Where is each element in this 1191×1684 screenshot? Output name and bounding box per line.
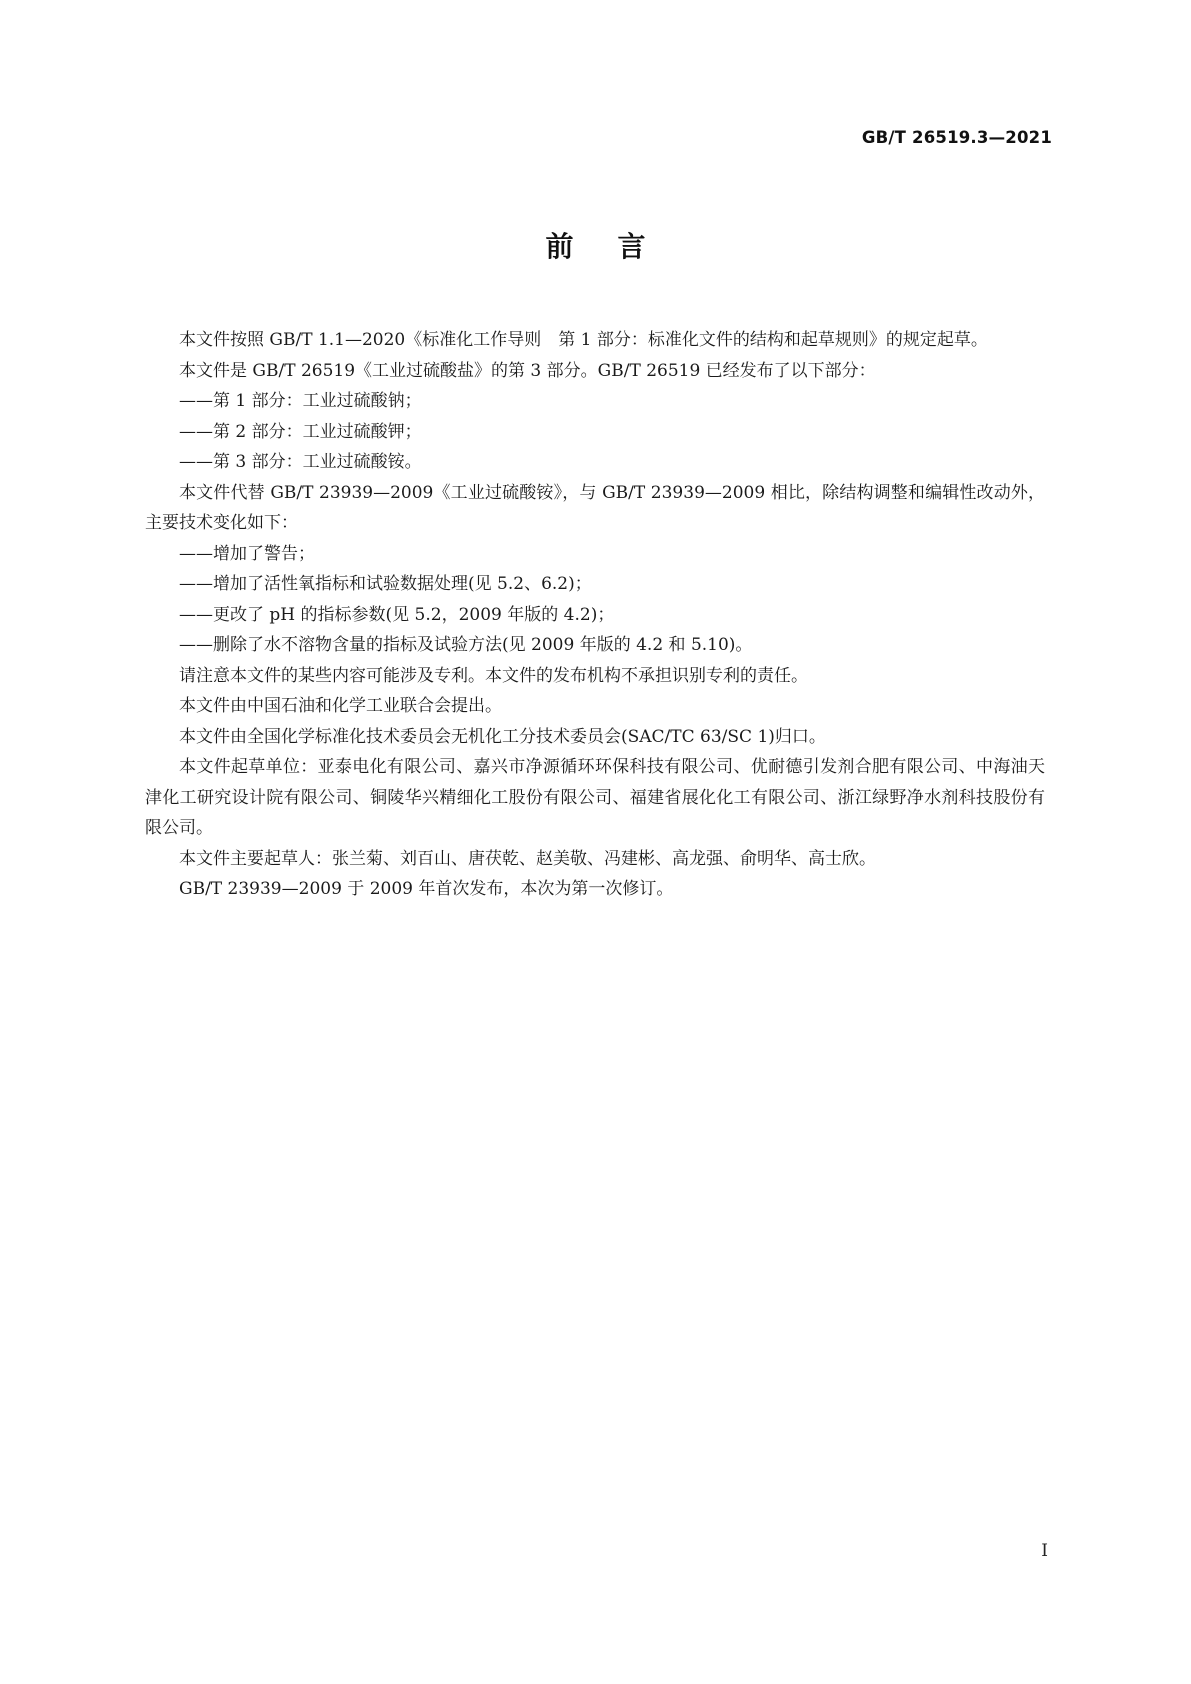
paragraph-replacement: 本文件代替 GB/T 23939—2009《工业过硫酸铵》，与 GB/T 23939—2009 相比，除结构调整和编辑性改动外，主要技术变化如下： [145, 482, 1045, 533]
list-item-change-active-oxygen: ——增加了活性氧指标和试验数据处理(见 5.2、6.2)； [179, 574, 592, 594]
paragraph-drafters: 本文件主要起草人：张兰菊、刘百山、唐茯乾、赵美敬、冯建彬、高龙强、俞明华、高士欣。 [179, 848, 876, 869]
list-item-change-insoluble: ——删除了水不溶物含量的指标及试验方法(见 2009 年版的 4.2 和 5.10)。 [179, 635, 753, 655]
paragraph-proposer: 本文件由中国石油和化学工业联合会提出。 [179, 696, 502, 716]
list-item-part-1: ——第 1 部分：工业过硫酸钠； [179, 391, 422, 411]
list-item-part-2: ——第 2 部分：工业过硫酸钾； [179, 421, 422, 442]
standard-code: GB/T 26519.3—2021 [861, 128, 1052, 147]
list-item-change-warning: ——增加了警告； [179, 543, 315, 564]
page-title: 前言 [545, 230, 690, 263]
list-item-change-ph: ——更改了 pH 的指标参数(见 5.2，2009 年版的 4.2)； [179, 604, 615, 625]
paragraph-patent-notice: 请注意本文件的某些内容可能涉及专利。本文件的发布机构不承担识别专利的责任。 [179, 665, 808, 686]
paragraph-history: GB/T 23939—2009 于 2009 年首次发布，本次为第一次修订。 [179, 879, 674, 899]
list-item-part-3: ——第 3 部分：工业过硫酸铵。 [179, 452, 422, 472]
page-number: I [1041, 1541, 1048, 1561]
paragraph-drafting-units: 本文件起草单位：亚泰电化有限公司、嘉兴市净源循环环保科技有限公司、优耐德引发剂合肥有限公司、中海油天津化工研究设计院有限公司、铜陵华兴精细化工股份有限公司、福建省展化化工有限公司、浙江绿野净水剂科技股份有限公司。 [145, 757, 1045, 838]
foreword-body [145, 325, 1045, 905]
paragraph-series-parts: 本文件是 GB/T 26519《工业过硫酸盐》的第 3 部分。GB/T 26519 已经发布了以下部分： [179, 360, 876, 381]
paragraph-committee: 本文件由全国化学标准化技术委员会无机化工分技术委员会(SAC/TC 63/SC 1)归口。 [179, 726, 826, 747]
paragraph-drafting-rules: 本文件按照 GB/T 1.1—2020《标准化工作导则 第 1 部分：标准化文件的结构和起草规则》的规定起草。 [179, 330, 988, 350]
